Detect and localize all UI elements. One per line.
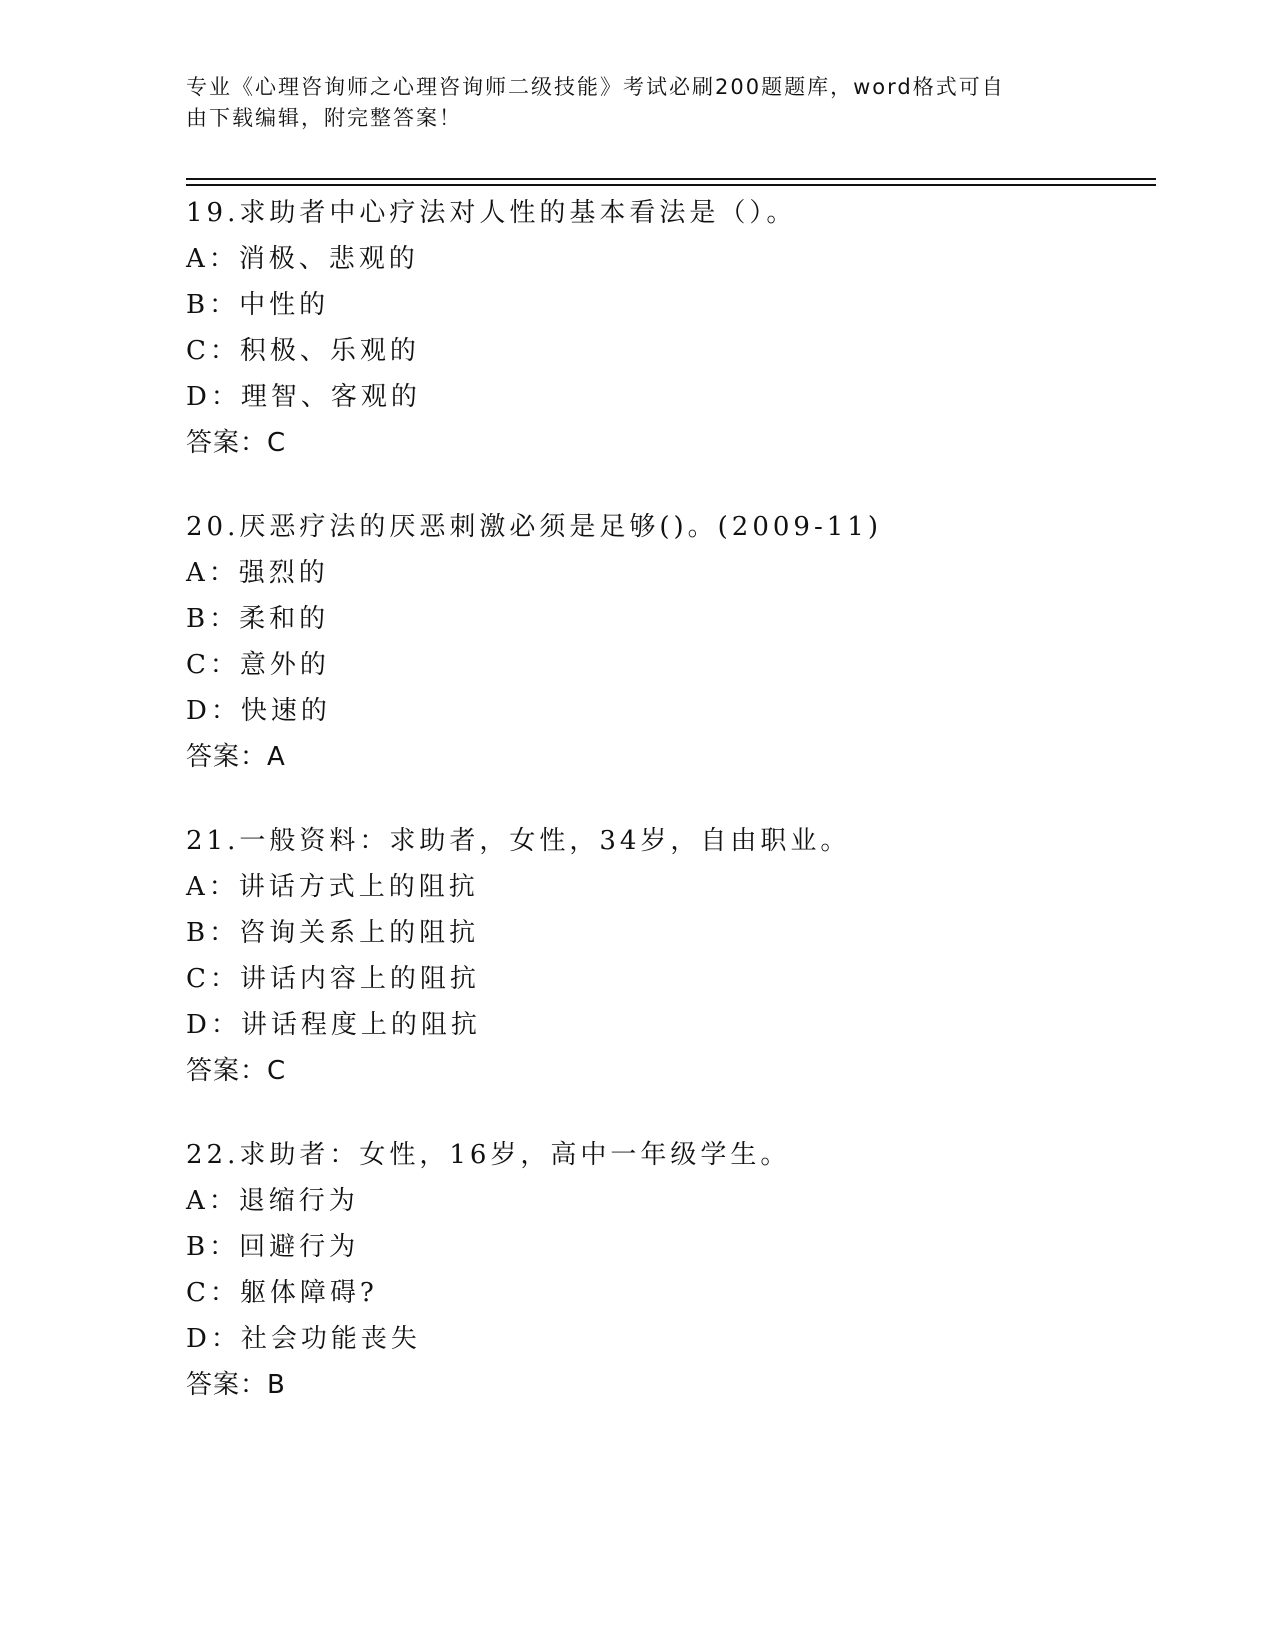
- option-b: B：中性的: [186, 290, 330, 320]
- option-b: B：回避行为: [186, 1232, 360, 1262]
- option-a: A：讲话方式上的阻抗: [186, 872, 479, 902]
- answer: 答案：C: [186, 1056, 287, 1086]
- header-line-2: 由下载编辑，附完整答案！: [186, 106, 462, 130]
- question-21: [186, 818, 1146, 1094]
- option-c: C：讲话内容上的阻抗: [186, 964, 480, 994]
- option-a: A：强烈的: [186, 558, 329, 588]
- question-19: [186, 190, 1146, 466]
- option-c: C：躯体障碍?: [186, 1278, 378, 1308]
- header-divider-bottom: [186, 184, 1156, 186]
- answer: 答案：B: [186, 1370, 286, 1400]
- option-c: C：积极、乐观的: [186, 336, 420, 366]
- header-divider-top: [186, 178, 1156, 180]
- question-stem: 19.求助者中心疗法对人性的基本看法是（）。: [186, 198, 797, 228]
- option-d: D：快速的: [186, 696, 331, 726]
- option-b: B：咨询关系上的阻抗: [186, 918, 480, 948]
- option-d: D：讲话程度上的阻抗: [186, 1010, 481, 1040]
- question-list: [186, 190, 1146, 1446]
- question-22: [186, 1132, 1146, 1408]
- option-b: B：柔和的: [186, 604, 330, 634]
- option-c: C：意外的: [186, 650, 330, 680]
- option-d: D：理智、客观的: [186, 382, 421, 412]
- answer: 答案：A: [186, 742, 286, 772]
- question-stem: 22.求助者：女性，16岁，高中一年级学生。: [186, 1140, 791, 1170]
- answer: 答案：C: [186, 428, 287, 458]
- option-a: A：退缩行为: [186, 1186, 359, 1216]
- question-stem: 21.一般资料：求助者，女性，34岁，自由职业。: [186, 826, 851, 856]
- option-d: D：社会功能丧失: [186, 1324, 421, 1354]
- document-header: [186, 72, 1066, 134]
- header-line-1: 专业《心理咨询师之心理咨询师二级技能》考试必刷200题题库，word格式可自: [186, 75, 1005, 99]
- option-a: A：消极、悲观的: [186, 244, 419, 274]
- question-stem: 20.厌恶疗法的厌恶刺激必须是足够()。(2009-11): [186, 512, 882, 542]
- question-20: [186, 504, 1146, 780]
